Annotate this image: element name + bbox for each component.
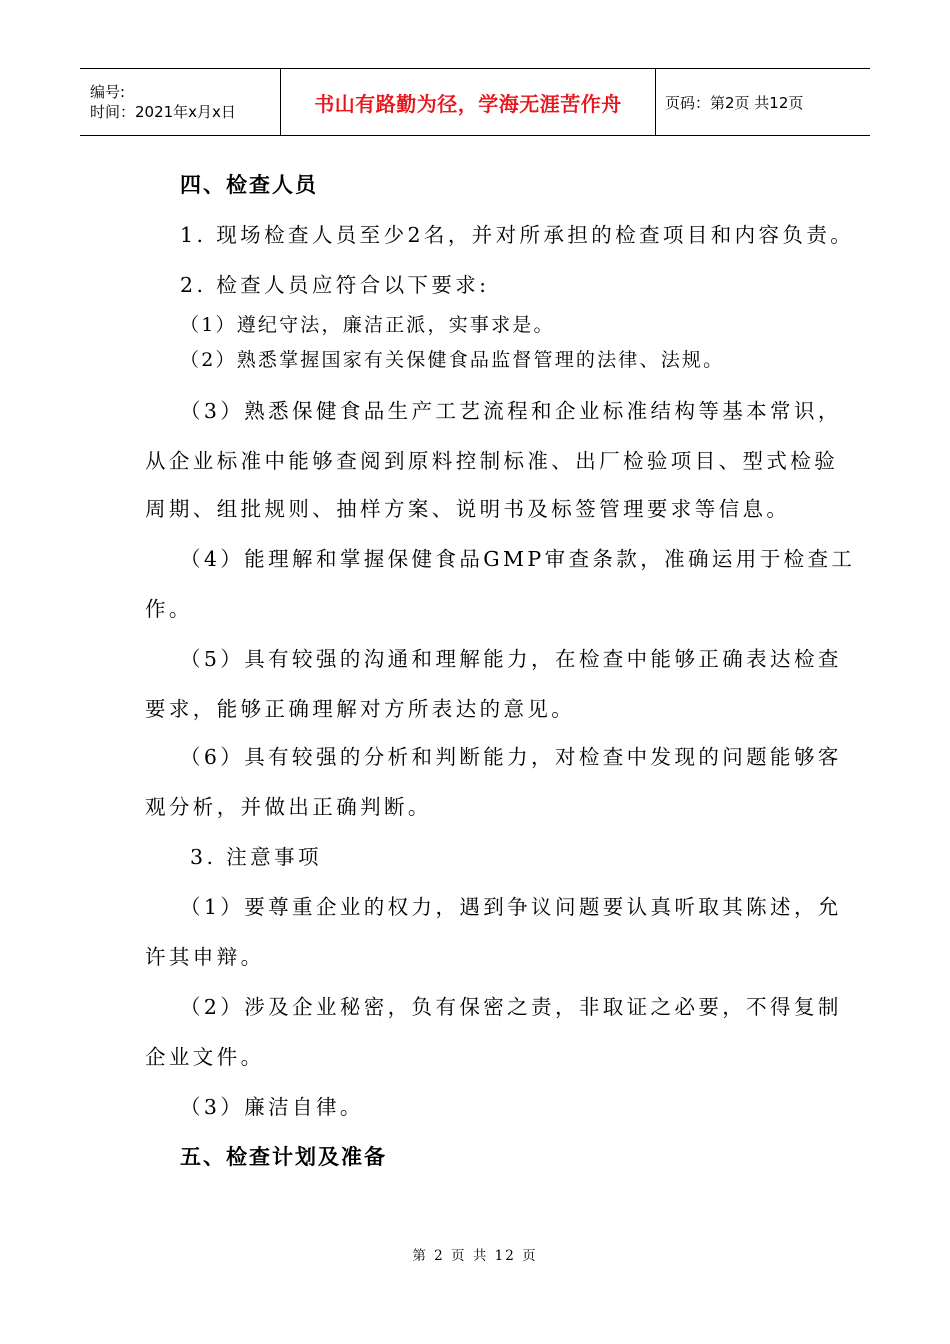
header-motto-cell xyxy=(281,69,656,135)
requirement-6-line-2: 观分析，并做出正确判断。 xyxy=(145,795,432,819)
header-meta xyxy=(80,69,281,135)
page-header xyxy=(80,68,870,136)
note-1-line-1: （1）要尊重企业的权力，遇到争议问题要认真听取其陈述，允 xyxy=(180,895,842,919)
requirement-5-line-2: 要求，能够正确理解对方所表达的意见。 xyxy=(145,697,576,721)
note-2-line-2: 企业文件。 xyxy=(145,1045,265,1069)
requirement-1: （1）遵纪守法，廉洁正派，实事求是。 xyxy=(180,314,555,336)
document-date: 时间：2021年x月x日 xyxy=(90,103,236,121)
requirement-4-line-1: （4）能理解和掌握保健食品GMP审查条款，准确运用于检查工 xyxy=(180,547,856,571)
page-footer: 第 2 页 共 12 页 xyxy=(412,1248,538,1264)
document-number-label: 编号: xyxy=(90,83,126,101)
section-4-heading: 四、检查人员 xyxy=(180,173,318,197)
section-5-heading: 五、检查计划及准备 xyxy=(180,1145,387,1169)
requirement-2: （2）熟悉掌握国家有关保健食品监督管理的法律、法规。 xyxy=(180,349,725,371)
requirement-3-line-1: （3）熟悉保健食品生产工艺流程和企业标准结构等基本常识， xyxy=(180,399,842,423)
requirement-3-line-3: 周期、组批规则、抽样方案、说明书及标签管理要求等信息。 xyxy=(145,497,791,521)
note-2-line-1: （2）涉及企业秘密，负有保密之责，非取证之必要，不得复制 xyxy=(180,995,842,1019)
paragraph-item-2: 2. 检查人员应符合以下要求: xyxy=(180,273,490,297)
paragraph-item-1: 1. 现场检查人员至少2名，并对所承担的检查项目和内容负责。 xyxy=(180,223,855,247)
requirement-3-line-2: 从企业标准中能够查阅到原料控制标准、出厂检验项目、型式检验 xyxy=(145,449,839,473)
requirement-6-line-1: （6）具有较强的分析和判断能力，对检查中发现的问题能够客 xyxy=(180,745,842,769)
header-page-info: 页码：第2页 共12页 xyxy=(665,93,804,112)
header-motto: 书山有路勤为径，学海无涯苦作舟 xyxy=(314,91,622,116)
requirement-4-line-2: 作。 xyxy=(145,597,193,621)
note-1-line-2: 许其申辩。 xyxy=(145,945,265,969)
paragraph-item-3: 3. 注意事项 xyxy=(190,845,322,869)
note-3: （3）廉洁自律。 xyxy=(180,1095,364,1119)
requirement-5-line-1: （5）具有较强的沟通和理解能力，在检查中能够正确表达检查 xyxy=(180,647,842,671)
